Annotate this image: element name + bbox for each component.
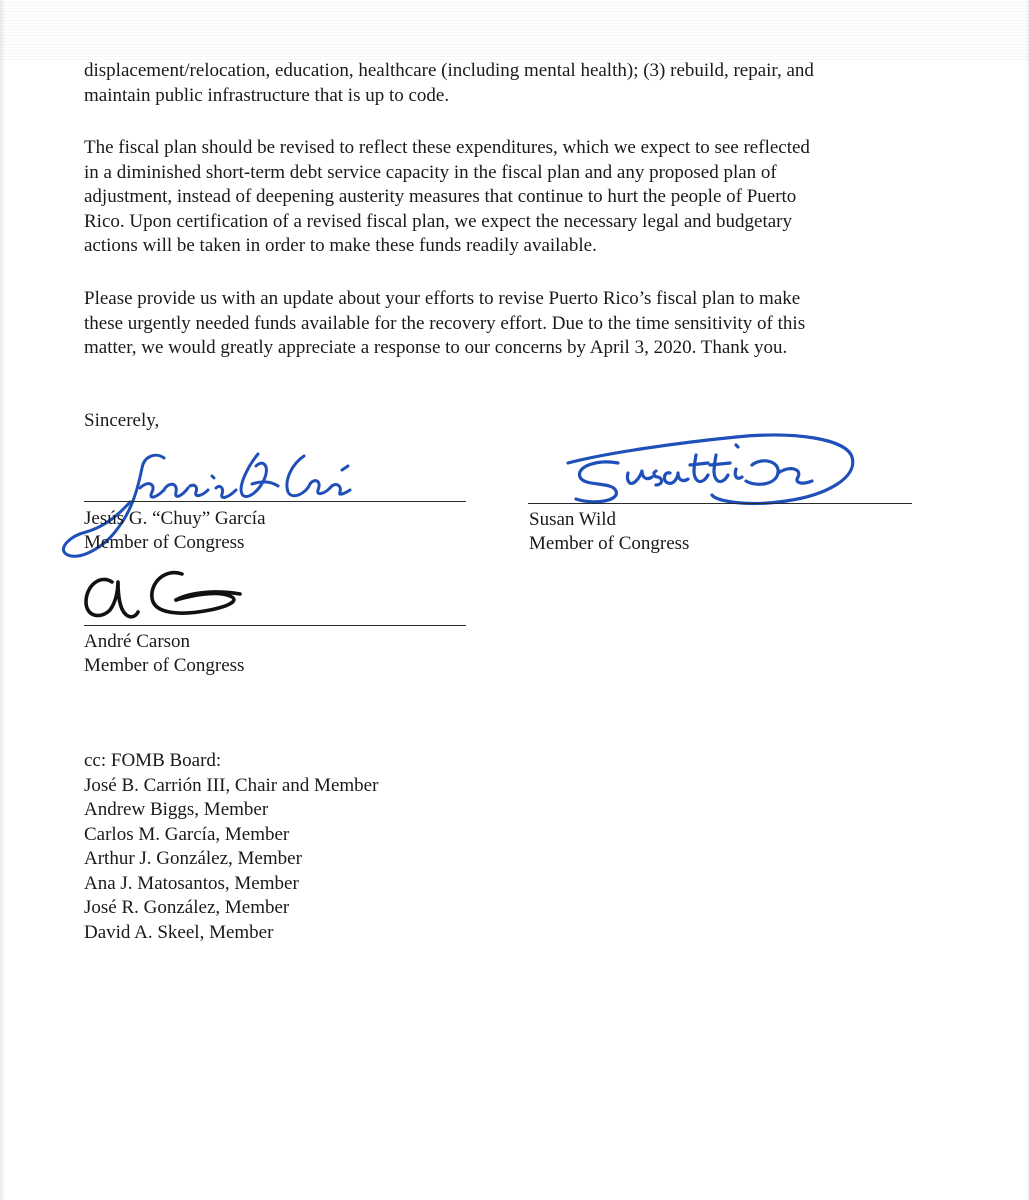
- cc-member: Ana J. Matosantos, Member: [84, 872, 299, 894]
- signature-line-carson: [84, 625, 466, 626]
- signatory-name: Susan Wild: [529, 509, 617, 530]
- paragraph-1: [84, 59, 924, 108]
- cc-heading: cc: FOMB Board:: [84, 750, 222, 771]
- signature-line-wild: [528, 503, 912, 504]
- cc-list: [84, 749, 378, 945]
- cc-member: Arthur J. González, Member: [84, 848, 302, 869]
- paragraph-2: [84, 136, 924, 259]
- paragraph-2-line: adjustment, instead of deepening austerity measures that continue to hurt the people of Puerto: [84, 186, 797, 207]
- paragraph-3-line: Please provide us with an update about your efforts to revise Puerto Rico’s fiscal plan to make: [84, 288, 801, 309]
- cc-member: José B. Carrión III, Chair and Member: [84, 774, 379, 796]
- cc-member: Carlos M. García, Member: [84, 823, 290, 845]
- signatory-title: Member of Congress: [84, 532, 245, 553]
- paragraph-2-line: The fiscal plan should be revised to reflect these expenditures, which we expect to see reflected: [84, 137, 810, 158]
- signature-wild: [566, 415, 866, 515]
- scan-artifact-top: [0, 0, 1029, 60]
- scan-artifact-left-edge: [0, 0, 6, 1200]
- signature-line-garcia: [84, 501, 466, 502]
- cc-member: José R. González, Member: [84, 897, 290, 918]
- paragraph-3-line: these urgently needed funds available for the recovery effort. Due to the time sensitivity of this: [84, 312, 806, 334]
- paragraph-1-line: displacement/relocation, education, healthcare (including mental health); (3) rebuild, repair, and: [84, 60, 814, 81]
- paragraph-3: [84, 287, 924, 361]
- signatory-name: André Carson: [84, 631, 191, 652]
- paragraph-2-line: in a diminished short-term debt service capacity in the fiscal plan and any proposed plan of: [84, 161, 777, 183]
- signature-carson: [80, 560, 260, 630]
- closing: Sincerely,: [84, 410, 160, 431]
- cc-member: David A. Skeel, Member: [84, 921, 274, 943]
- signatory-title: Member of Congress: [529, 533, 690, 554]
- signatory-title: Member of Congress: [84, 655, 245, 676]
- paragraph-3-line: matter, we would greatly appreciate a response to our concerns by April 3, 2020. Thank you.: [84, 337, 788, 358]
- signatory-name: Jesús G. “Chuy” García: [84, 508, 266, 529]
- scan-artifact-right-edge: [1025, 0, 1029, 1200]
- cc-member: Andrew Biggs, Member: [84, 799, 269, 820]
- paragraph-2-line: Rico. Upon certification of a revised fiscal plan, we expect the necessary legal and budgetary: [84, 210, 792, 232]
- paragraph-2-line: actions will be taken in order to make these funds readily available.: [84, 235, 597, 256]
- paragraph-1-line: maintain public infrastructure that is up to code.: [84, 84, 450, 106]
